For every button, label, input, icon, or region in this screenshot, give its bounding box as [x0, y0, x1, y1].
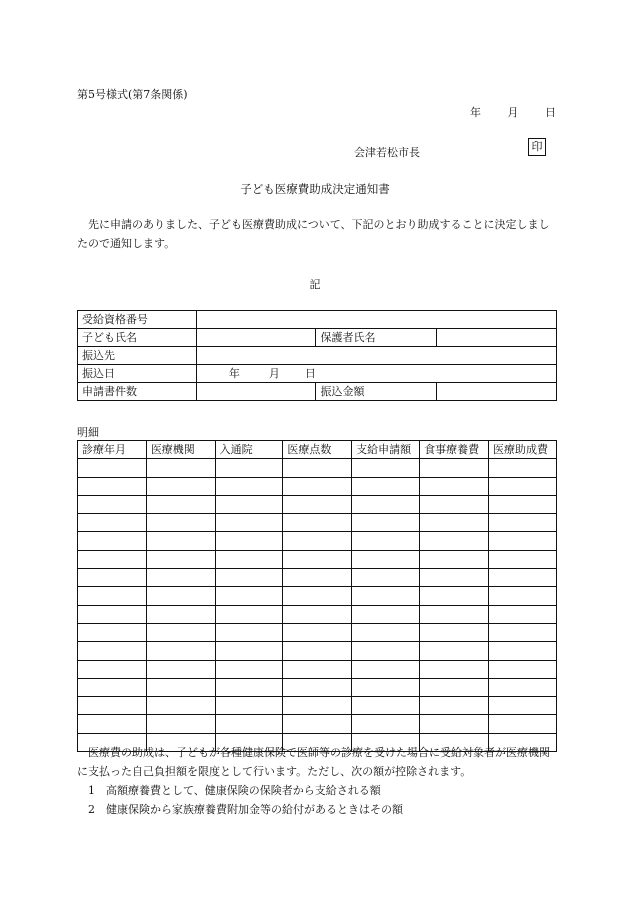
- detail-cell: [215, 678, 283, 696]
- recipient-no-value: [196, 311, 556, 329]
- detail-cell: [78, 642, 147, 660]
- detail-cell: [215, 477, 283, 495]
- detail-cell: [215, 642, 283, 660]
- detail-cell: [283, 697, 352, 715]
- detail-cell: [215, 605, 283, 623]
- recipient-info-table: [77, 310, 557, 401]
- detail-row: [78, 587, 557, 605]
- detail-row: [78, 642, 557, 660]
- detail-row: [78, 605, 557, 623]
- detail-cell: [489, 697, 557, 715]
- detail-row: [78, 550, 557, 568]
- detail-cell: [146, 550, 215, 568]
- detail-cell: [78, 660, 147, 678]
- detail-cell: [215, 569, 283, 587]
- detail-cell: [420, 532, 489, 550]
- detail-cell: [146, 495, 215, 513]
- detail-row: [78, 514, 557, 532]
- deduction-item-number: 2: [88, 803, 95, 816]
- detail-cell: [352, 587, 420, 605]
- detail-cell: [420, 623, 489, 641]
- transfer-date-label: 振込日: [78, 365, 197, 383]
- detail-cell: [215, 550, 283, 568]
- detail-cell: [489, 514, 557, 532]
- detail-cell: [283, 642, 352, 660]
- detail-cell: [420, 678, 489, 696]
- detail-header-cell: 診療年月: [78, 441, 147, 459]
- detail-row: [78, 532, 557, 550]
- form-number: 第5号様式(第7条関係): [77, 88, 188, 101]
- detail-label: 明細: [77, 426, 99, 439]
- detail-cell: [146, 569, 215, 587]
- detail-cell: [352, 569, 420, 587]
- detail-row: [78, 569, 557, 587]
- info-row-counts: [78, 383, 557, 401]
- detail-cell: [489, 623, 557, 641]
- child-name-value: [196, 329, 316, 347]
- subsidy-note: 医療費の助成は、子どもが各種健康保険で医師等の診療を受けた場合に受給対象者が医療機関に支払った自己負担額を限度として行います。ただし、次の額が控除されます。: [77, 746, 550, 778]
- application-count-label: 申請書件数: [78, 383, 197, 401]
- detail-cell: [283, 569, 352, 587]
- detail-cell: [489, 569, 557, 587]
- detail-cell: [78, 605, 147, 623]
- detail-cell: [78, 678, 147, 696]
- bank-value: [196, 347, 556, 365]
- detail-row: [78, 459, 557, 477]
- detail-cell: [352, 660, 420, 678]
- detail-cell: [283, 532, 352, 550]
- detail-cell: [352, 678, 420, 696]
- seal-stamp: 印: [528, 138, 546, 156]
- detail-cell: [215, 660, 283, 678]
- detail-cell: [215, 495, 283, 513]
- detail-cell: [78, 697, 147, 715]
- issuer-name: 会津若松市長: [354, 146, 420, 159]
- detail-cell: [215, 587, 283, 605]
- detail-cell: [78, 495, 147, 513]
- detail-cell: [489, 715, 557, 733]
- detail-cell: [146, 459, 215, 477]
- deduction-item: [88, 782, 381, 798]
- detail-cell: [283, 587, 352, 605]
- detail-cell: [489, 642, 557, 660]
- detail-cell: [489, 678, 557, 696]
- detail-cell: [78, 459, 147, 477]
- detail-cell: [146, 715, 215, 733]
- deduction-item-number: 1: [88, 784, 95, 797]
- detail-row: [78, 495, 557, 513]
- detail-cell: [283, 477, 352, 495]
- detail-cell: [78, 587, 147, 605]
- recipient-no-label: 受給資格番号: [78, 311, 197, 329]
- detail-cell: [489, 459, 557, 477]
- child-name-label: 子ども氏名: [78, 329, 197, 347]
- deduction-item: [88, 801, 403, 817]
- date-month-label: 月: [507, 106, 519, 119]
- detail-cell: [215, 532, 283, 550]
- detail-cell: [420, 660, 489, 678]
- detail-cell: [420, 477, 489, 495]
- detail-cell: [78, 623, 147, 641]
- detail-header-cell: 入通院: [215, 441, 283, 459]
- detail-cell: [283, 678, 352, 696]
- detail-header-cell: 医療機関: [146, 441, 215, 459]
- detail-cell: [489, 605, 557, 623]
- detail-cell: [146, 605, 215, 623]
- detail-cell: [146, 514, 215, 532]
- detail-cell: [283, 495, 352, 513]
- transfer-month-label: 月: [268, 367, 280, 380]
- detail-cell: [352, 459, 420, 477]
- detail-cell: [420, 697, 489, 715]
- issue-date: [470, 104, 556, 120]
- transfer-day-label: 日: [304, 367, 316, 380]
- detail-row: [78, 477, 557, 495]
- detail-cell: [352, 495, 420, 513]
- detail-row: [78, 715, 557, 733]
- detail-header-cell: 医療点数: [283, 441, 352, 459]
- detail-row: [78, 623, 557, 641]
- ki-heading: 記: [309, 278, 321, 291]
- detail-cell: [420, 569, 489, 587]
- detail-cell: [352, 532, 420, 550]
- detail-cell: [78, 550, 147, 568]
- deduction-item-text: 健康保険から家族療養費附加金等の給付があるときはその額: [106, 803, 403, 816]
- detail-cell: [146, 532, 215, 550]
- info-row-bank: [78, 347, 557, 365]
- transfer-amount-value: [437, 383, 557, 401]
- detail-cell: [78, 532, 147, 550]
- detail-cell: [146, 660, 215, 678]
- detail-cell: [215, 459, 283, 477]
- document-title: 子ども医療費助成決定通知書: [240, 182, 390, 196]
- detail-row: [78, 678, 557, 696]
- detail-cell: [215, 715, 283, 733]
- transfer-year-label: 年: [228, 367, 240, 380]
- detail-row: [78, 697, 557, 715]
- detail-cell: [352, 642, 420, 660]
- date-year-label: 年: [470, 106, 481, 119]
- detail-cell: [283, 623, 352, 641]
- bank-label: 振込先: [78, 347, 197, 365]
- detail-cell: [420, 715, 489, 733]
- guardian-name-label: 保護者氏名: [316, 329, 437, 347]
- detail-row: [78, 660, 557, 678]
- application-count-value: [196, 383, 316, 401]
- detail-cell: [146, 623, 215, 641]
- detail-header-cell: 支給申請額: [352, 441, 420, 459]
- info-row-recipient-no: [78, 311, 557, 329]
- info-row-transfer-date: [78, 365, 557, 383]
- detail-cell: [146, 587, 215, 605]
- date-day-label: 日: [545, 106, 556, 119]
- guardian-name-value: [437, 329, 557, 347]
- detail-cell: [420, 550, 489, 568]
- detail-cell: [215, 514, 283, 532]
- detail-cell: [489, 495, 557, 513]
- detail-cell: [352, 477, 420, 495]
- detail-cell: [420, 642, 489, 660]
- detail-cell: [420, 459, 489, 477]
- detail-cell: [420, 587, 489, 605]
- detail-header-cell: 食事療養費: [420, 441, 489, 459]
- detail-cell: [146, 477, 215, 495]
- detail-table: [77, 440, 557, 752]
- detail-cell: [352, 550, 420, 568]
- detail-cell: [215, 623, 283, 641]
- detail-cell: [78, 569, 147, 587]
- detail-cell: [215, 697, 283, 715]
- deduction-item-text: 高額療養費として、健康保険の保険者から支給される額: [106, 784, 381, 797]
- detail-cell: [489, 660, 557, 678]
- detail-cell: [489, 550, 557, 568]
- detail-cell: [352, 715, 420, 733]
- detail-cell: [352, 697, 420, 715]
- detail-cell: [78, 514, 147, 532]
- detail-cell: [78, 715, 147, 733]
- notice-body: 先に申請のありました、子ども医療費助成について、下記のとおり助成することに決定しましたので通知します。: [77, 218, 550, 250]
- detail-cell: [352, 605, 420, 623]
- detail-cell: [489, 532, 557, 550]
- detail-cell: [146, 678, 215, 696]
- transfer-date-value: [196, 365, 556, 383]
- detail-cell: [420, 495, 489, 513]
- detail-cell: [352, 623, 420, 641]
- detail-cell: [489, 477, 557, 495]
- detail-cell: [146, 697, 215, 715]
- detail-cell: [283, 514, 352, 532]
- detail-cell: [283, 660, 352, 678]
- detail-cell: [283, 550, 352, 568]
- detail-cell: [283, 459, 352, 477]
- detail-cell: [283, 715, 352, 733]
- detail-cell: [78, 477, 147, 495]
- transfer-amount-label: 振込金額: [316, 383, 437, 401]
- detail-header-cell: 医療助成費: [489, 441, 557, 459]
- detail-cell: [352, 514, 420, 532]
- info-row-names: [78, 329, 557, 347]
- detail-cell: [489, 587, 557, 605]
- detail-cell: [146, 642, 215, 660]
- detail-cell: [420, 514, 489, 532]
- detail-header-row: [78, 441, 557, 459]
- detail-cell: [283, 605, 352, 623]
- detail-cell: [420, 605, 489, 623]
